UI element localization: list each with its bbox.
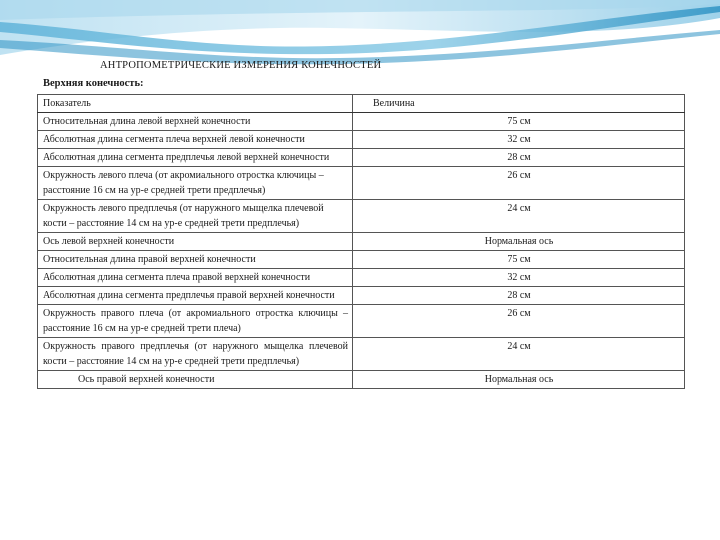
row-value: 26 см [353, 305, 685, 338]
table-row [38, 233, 685, 251]
header-param: Показатель [38, 95, 353, 113]
row-value: 28 см [353, 149, 685, 167]
table-row [38, 305, 685, 338]
row-param: Абсолютная длина сегмента предплечья левой верхней конечности [38, 149, 353, 167]
row-param: Абсолютная длина сегмента плеча верхней левой конечности [38, 131, 353, 149]
row-param: Относительная длина правой верхней конечности [38, 251, 353, 269]
row-value: 75 см [353, 113, 685, 131]
row-param: Ось левой верхней конечности [38, 233, 353, 251]
row-param: Окружность правого плеча (от акромиального отростка ключицы – расстояние 16 см на ур-е средней трети плеча) [38, 305, 353, 338]
row-value: 75 см [353, 251, 685, 269]
row-value: 28 см [353, 287, 685, 305]
row-value: Нормальная ось [353, 371, 685, 389]
table-row [38, 287, 685, 305]
table-row [38, 338, 685, 371]
row-param: Абсолютная длина сегмента плеча правой верхней конечности [38, 269, 353, 287]
row-param: Окружность левого предплечья (от наружного мыщелка плечевой кости – расстояние 14 см на ур-е средней трети предплечья) [38, 200, 353, 233]
table-row [38, 113, 685, 131]
row-value: 32 см [353, 269, 685, 287]
row-value: 24 см [353, 338, 685, 371]
table-row [38, 149, 685, 167]
row-param: Абсолютная длина сегмента предплечья правой верхней конечности [38, 287, 353, 305]
row-param: Относительная длина левой верхней конечности [38, 113, 353, 131]
row-param: Окружность левого плеча (от акромиального отростка ключицы – расстояние 16 см на ур-е средней трети предплечья) [38, 167, 353, 200]
table-header-row [38, 95, 685, 113]
measurements-table [37, 94, 685, 389]
row-value: 24 см [353, 200, 685, 233]
table-row [38, 251, 685, 269]
table-row [38, 167, 685, 200]
table-row [38, 131, 685, 149]
header-value: Величина [353, 95, 685, 113]
table-row [38, 269, 685, 287]
row-value: 32 см [353, 131, 685, 149]
table-row [38, 371, 685, 389]
row-value: 26 см [353, 167, 685, 200]
document-title: АНТРОПОМЕТРИЧЕСКИЕ ИЗМЕРЕНИЯ КОНЕЧНОСТЕЙ [100, 60, 382, 71]
section-subtitle: Верхняя конечность: [43, 78, 144, 89]
row-value: Нормальная ось [353, 233, 685, 251]
table-row [38, 200, 685, 233]
row-param: Окружность правого предплечья (от наружного мыщелка плечевой кости – расстояние 14 см на ур-е средней трети предплечья) [38, 338, 353, 371]
row-param: Ось правой верхней конечности [38, 371, 353, 389]
